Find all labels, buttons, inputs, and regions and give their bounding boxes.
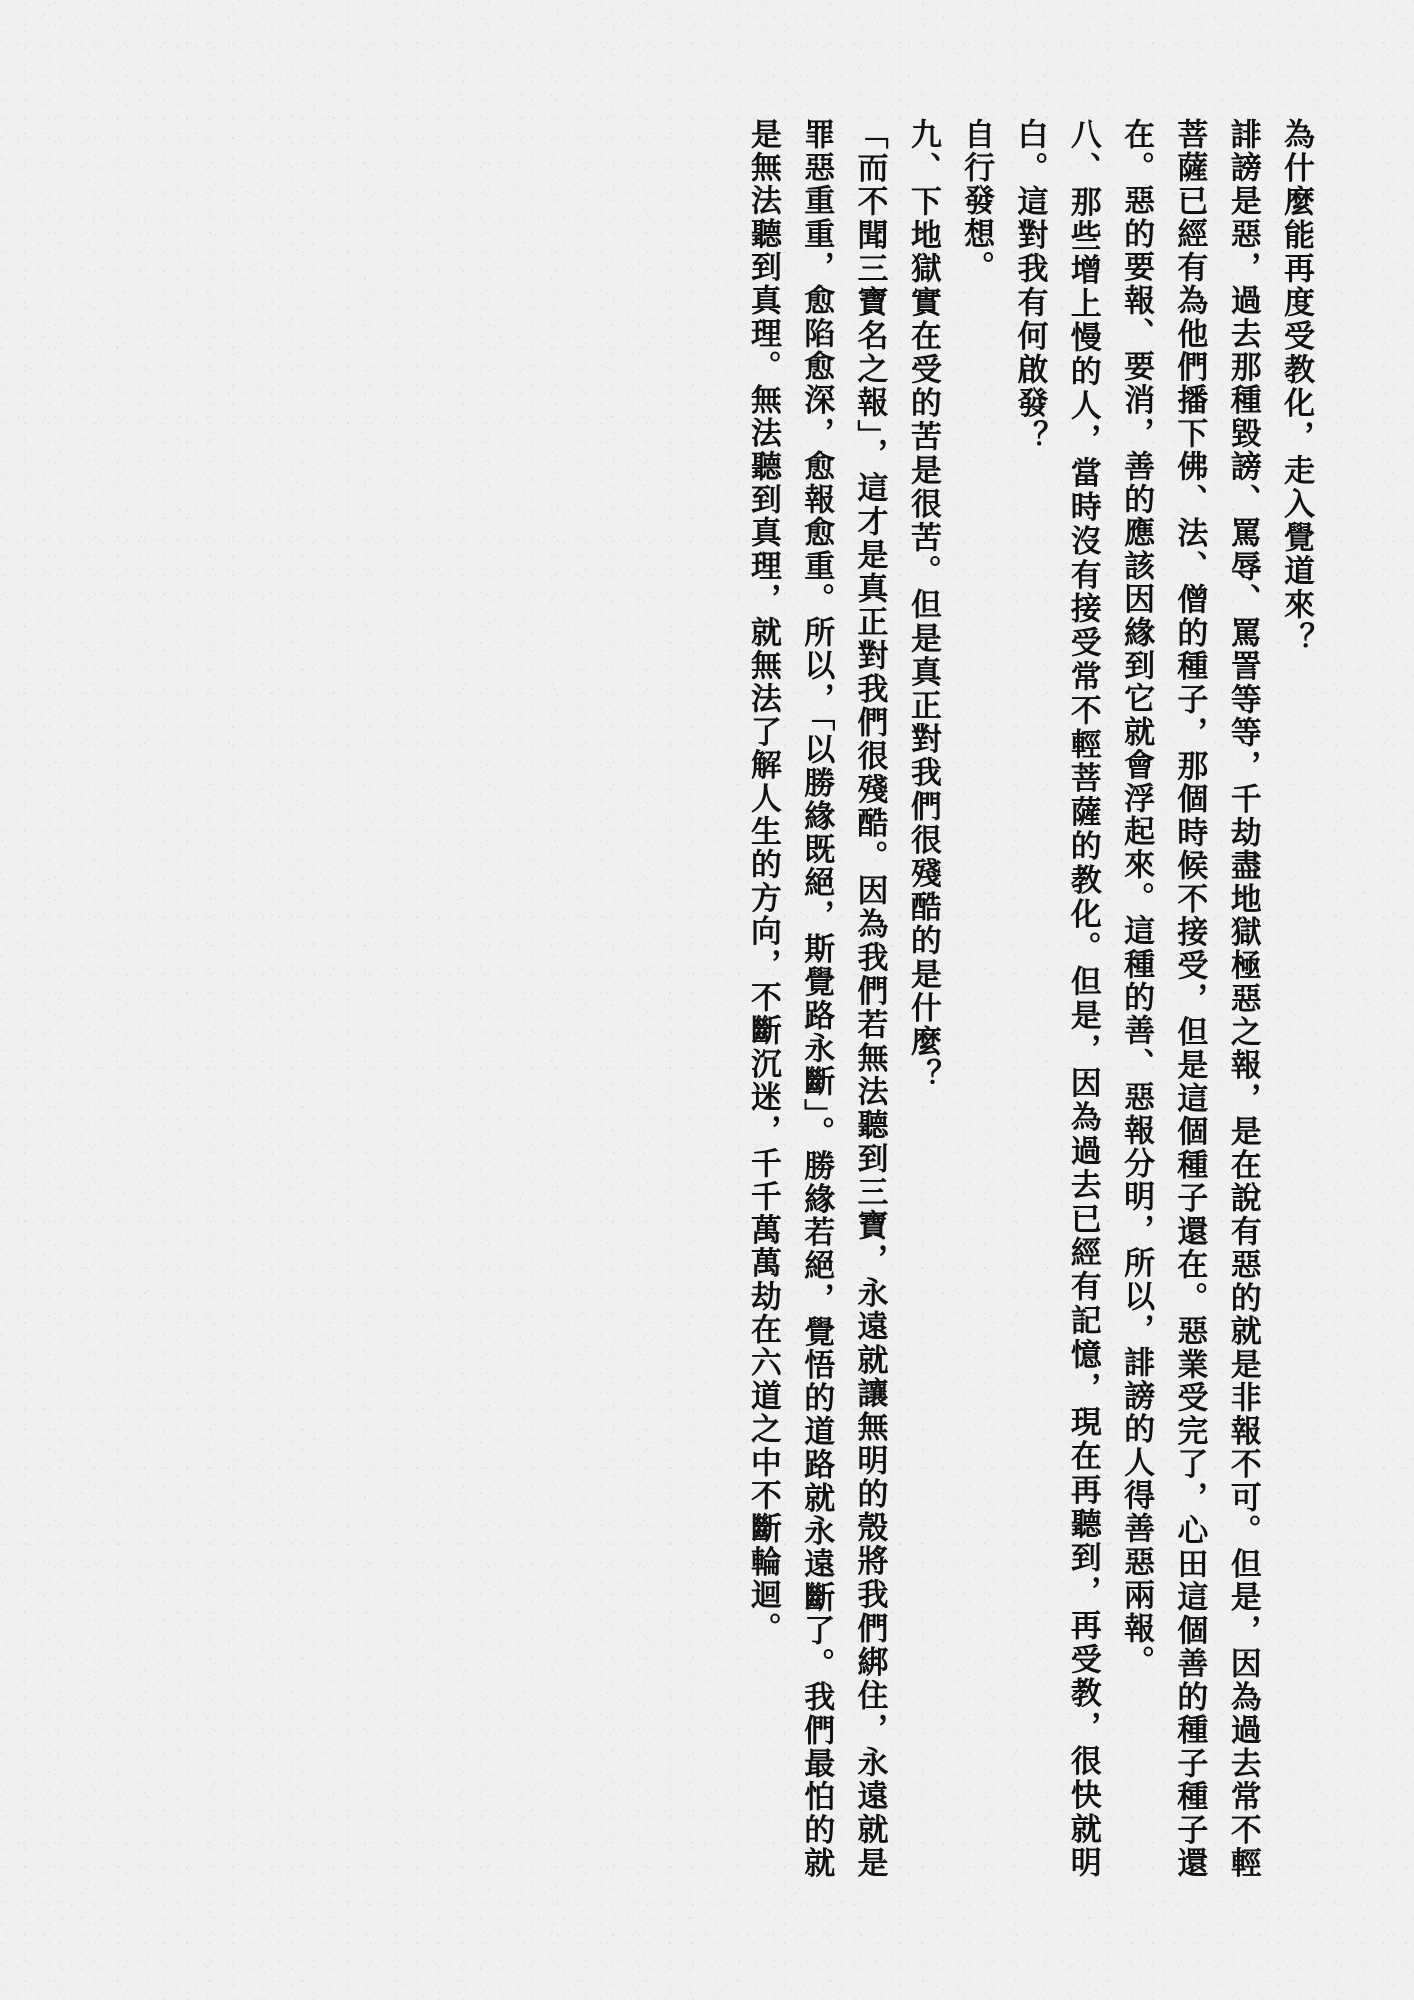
question-7-heading: 為什麼能再度受教化，走入覺道來？ (1278, 118, 1314, 656)
question-9-heading: 九、下地獄實在受的苦是很苦。但是真正對我們很殘酷的是什麼？ (904, 118, 941, 1093)
answer-7-paragraph: 誹謗是惡，過去那種毀謗、罵辱、罵詈等等，千劫盡地獄極惡之報，是在說有惡的就是非報不可。但是，因為過去常不輕菩薩已經有為他們播下佛、法、僧的種子，那個時候不接受，但是這個種子還在。惡業受完了，心田這個善的種子種子還在。惡的要報、要消，善的應該因緣到它就會浮起來。這種的善、惡報分明，所以，誹謗的人得善惡兩報。 (1118, 118, 1261, 1880)
answer-9-paragraph: 「而不聞三寶名之報」，這才是真正對我們很殘酷。因為我們若無法聽到三寶，永遠就讓無明的殼將我們綁住，永遠就是罪惡重重，愈陷愈深，愈報愈重。所以，「以勝緣既絕，斯覺路永斷」。勝緣若絕，覺悟的道路就永遠斷了。我們最怕的就是無法聽到真理。無法聽到真理，就無法了解人生的方向，不斷沉迷，千千萬萬劫在六道之中不斷輪迴。 (744, 118, 888, 1880)
answer-8-paragraph: 自行發想。 (958, 118, 995, 284)
question-8-heading: 八、那些增上慢的人，當時沒有接受常不輕菩薩的教化。但是，因為過去已經有記憶，現在再聽到，再受教，很快就明白。這對我有何啟發？ (1011, 118, 1101, 1880)
vertical-text-body (110, 118, 1322, 1880)
